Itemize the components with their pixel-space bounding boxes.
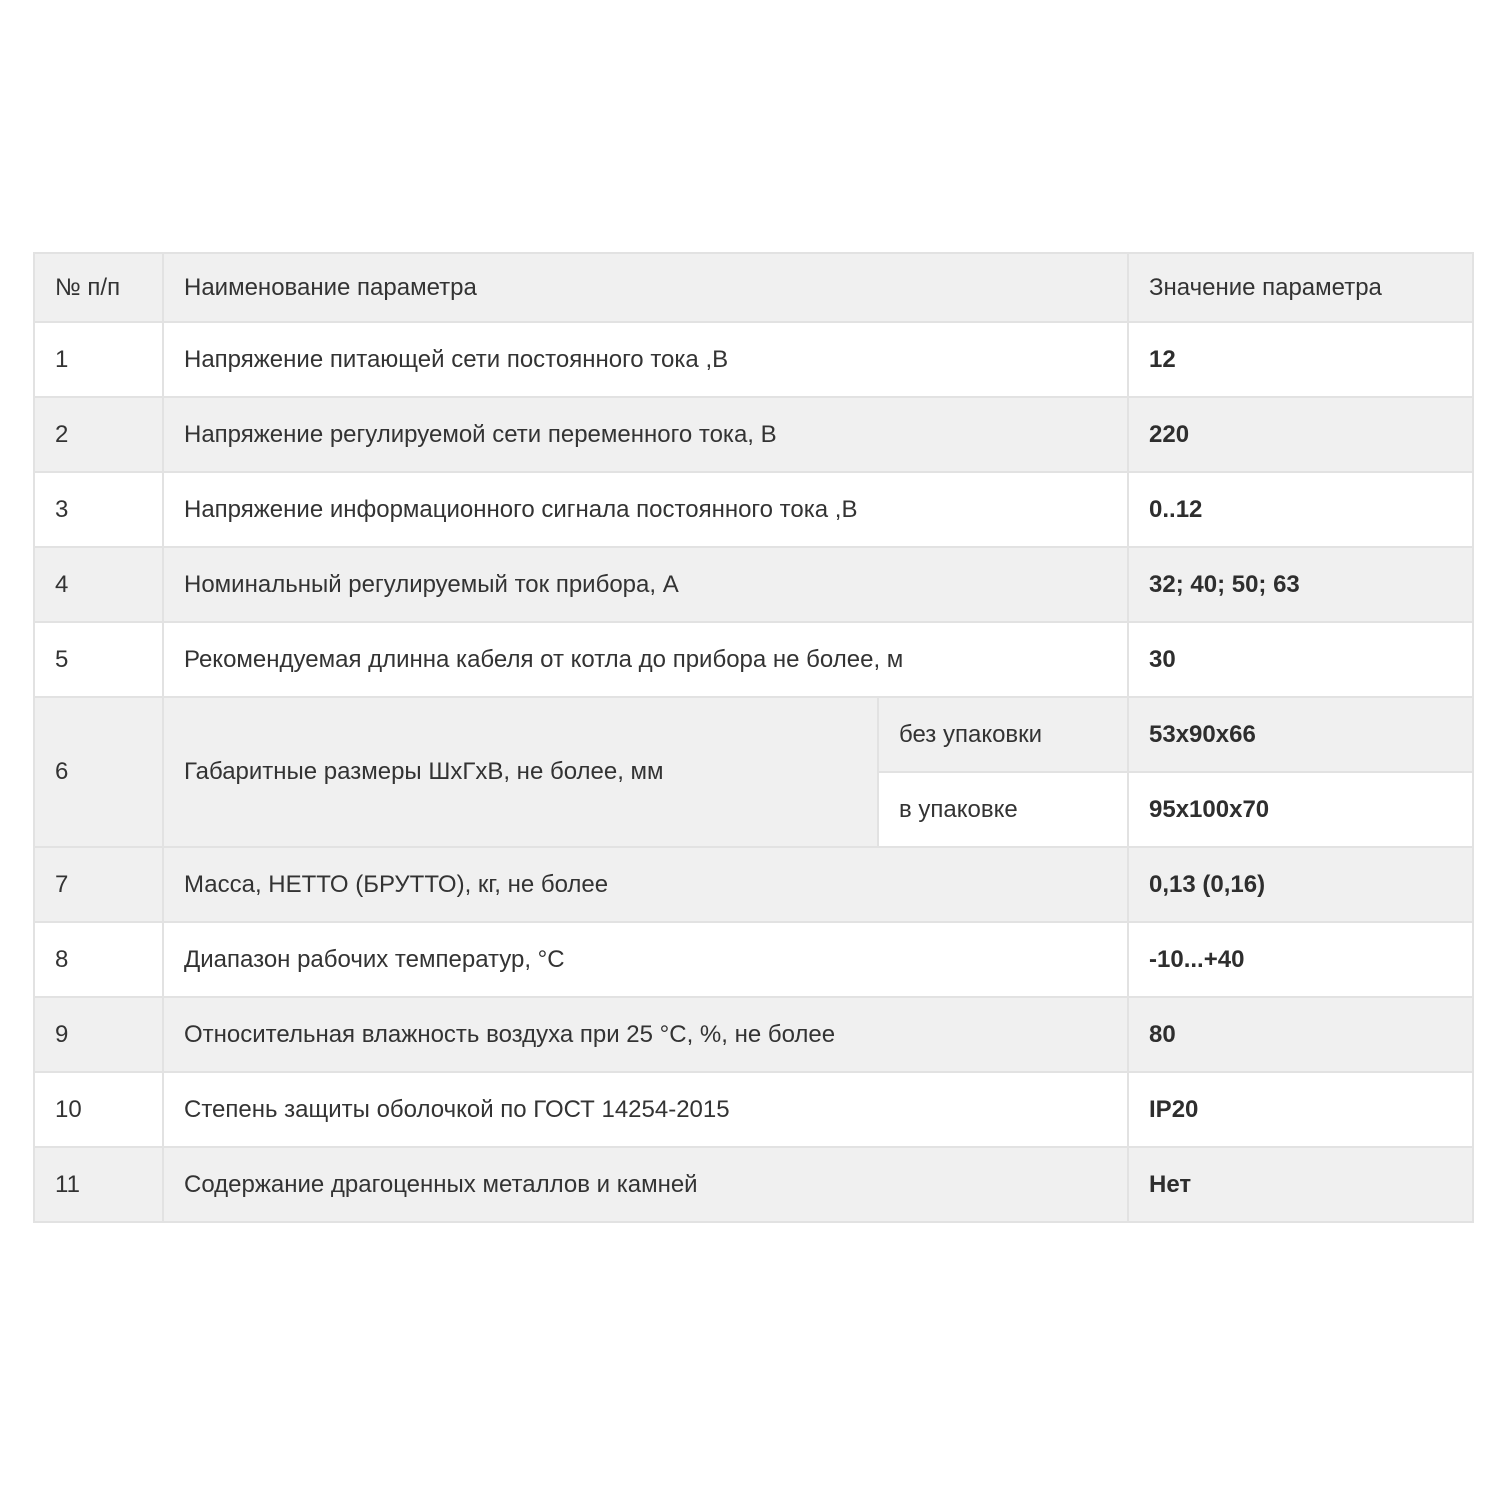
row-number: 9	[34, 997, 163, 1072]
header-row	[34, 253, 1473, 322]
param-value: 32; 40; 50; 63	[1128, 547, 1473, 622]
table-row	[34, 397, 1473, 472]
specifications-table-container	[33, 252, 1472, 1223]
row-number: 1	[34, 322, 163, 397]
row-number: 4	[34, 547, 163, 622]
param-name: Содержание драгоценных металлов и камней	[163, 1147, 1128, 1222]
param-name: Напряжение регулируемой сети переменного тока, В	[163, 397, 1128, 472]
row-number: 11	[34, 1147, 163, 1222]
row-number: 3	[34, 472, 163, 547]
param-value: 53x90x66	[1128, 697, 1473, 772]
param-name: Рекомендуемая длинна кабеля от котла до прибора не более, м	[163, 622, 1128, 697]
table-row	[34, 1147, 1473, 1222]
param-value: 95x100x70	[1128, 772, 1473, 847]
row-number: 5	[34, 622, 163, 697]
param-name: Относительная влажность воздуха при 25 °С, %, не более	[163, 997, 1128, 1072]
param-name: Диапазон рабочих температур, °С	[163, 922, 1128, 997]
col-header-value: Значение параметра	[1128, 253, 1473, 322]
row-number: 10	[34, 1072, 163, 1147]
row-number: 7	[34, 847, 163, 922]
row-number: 8	[34, 922, 163, 997]
table-row	[34, 547, 1473, 622]
table-row	[34, 1072, 1473, 1147]
param-value: 0..12	[1128, 472, 1473, 547]
param-value: 12	[1128, 322, 1473, 397]
param-value: 0,13 (0,16)	[1128, 847, 1473, 922]
table-row	[34, 997, 1473, 1072]
param-name: Степень защиты оболочкой по ГОСТ 14254-2015	[163, 1072, 1128, 1147]
param-value: IP20	[1128, 1072, 1473, 1147]
specifications-table	[33, 252, 1474, 1223]
param-value: 220	[1128, 397, 1473, 472]
param-value: Нет	[1128, 1147, 1473, 1222]
table-row	[34, 847, 1473, 922]
param-name: Напряжение информационного сигнала постоянного тока ,В	[163, 472, 1128, 547]
table-row	[34, 472, 1473, 547]
table-row	[34, 622, 1473, 697]
param-name: Напряжение питающей сети постоянного тока ,В	[163, 322, 1128, 397]
param-value: -10...+40	[1128, 922, 1473, 997]
table-row	[34, 322, 1473, 397]
packaging-variant-label: без упаковки	[878, 697, 1128, 772]
row-number: 2	[34, 397, 163, 472]
param-value: 30	[1128, 622, 1473, 697]
col-header-number: № п/п	[34, 253, 163, 322]
table-row	[34, 697, 1473, 772]
param-value: 80	[1128, 997, 1473, 1072]
param-name: Габаритные размеры ШхГхВ, не более, мм	[163, 697, 878, 847]
param-name: Масса, НЕТТО (БРУТТО), кг, не более	[163, 847, 1128, 922]
param-name: Номинальный регулируемый ток прибора, А	[163, 547, 1128, 622]
table-row	[34, 922, 1473, 997]
col-header-name: Наименование параметра	[163, 253, 1128, 322]
packaging-variant-label: в упаковке	[878, 772, 1128, 847]
row-number: 6	[34, 697, 163, 847]
